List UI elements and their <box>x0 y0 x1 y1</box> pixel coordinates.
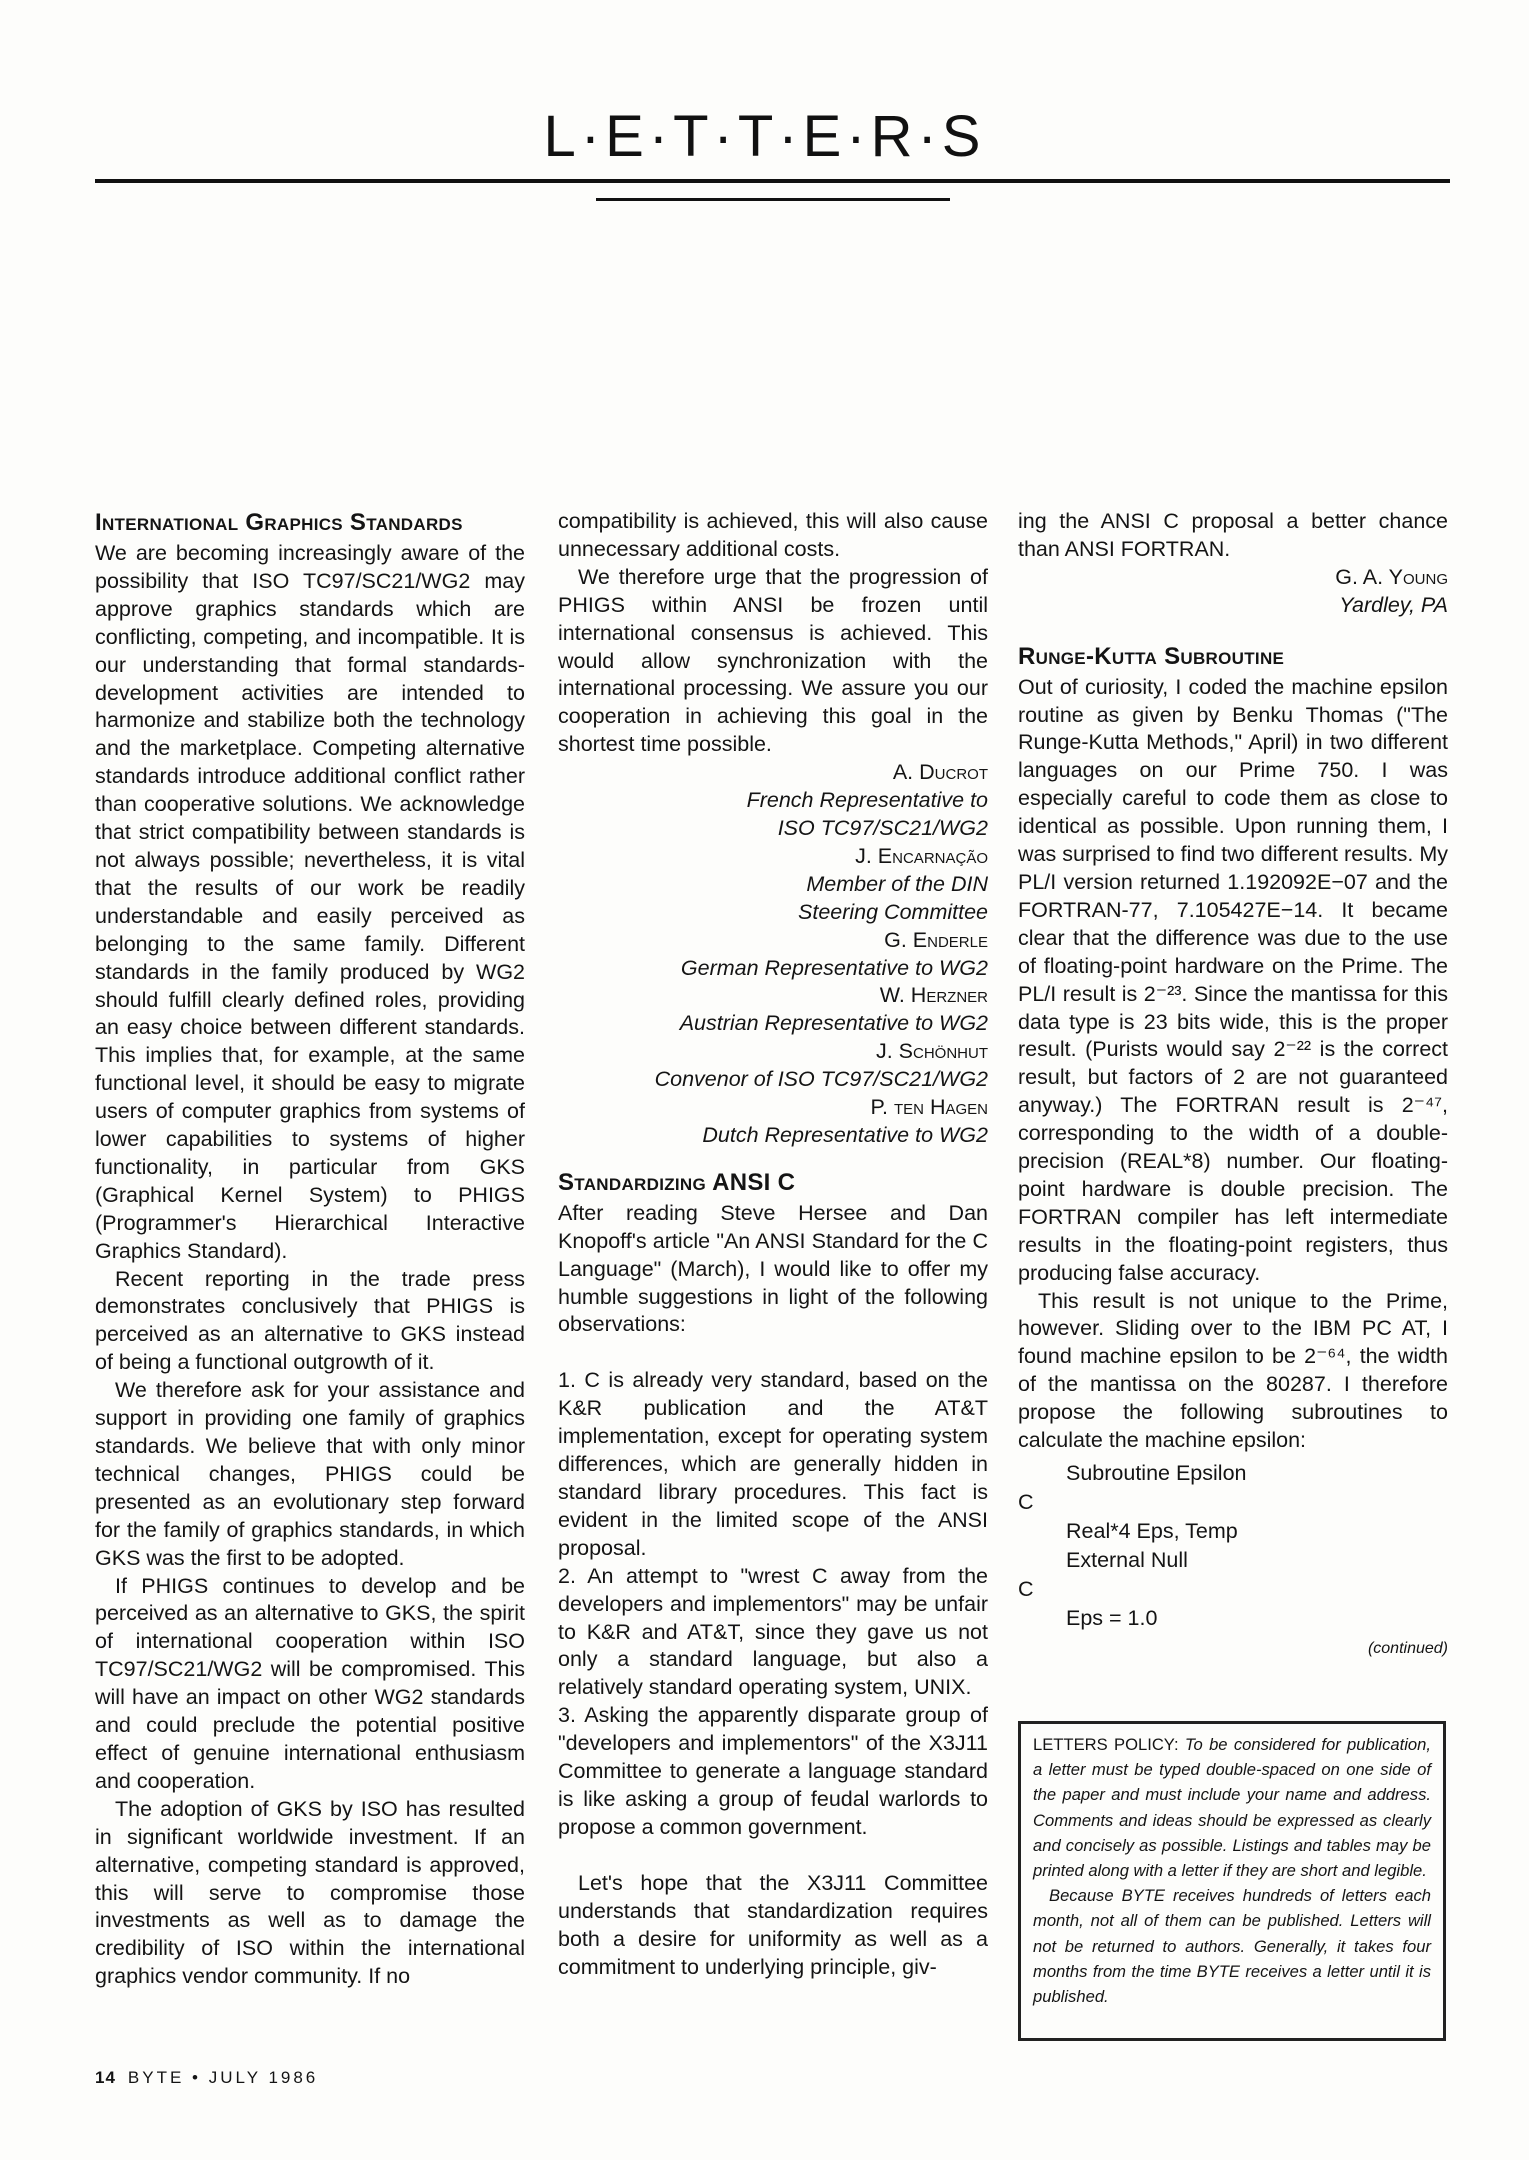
signer-name: J. Encarnação <box>855 843 988 868</box>
page-number: 14 <box>95 2068 116 2087</box>
masthead-title: L·E·T·T·E·R·S <box>543 104 986 169</box>
column-2 <box>558 508 988 1981</box>
policy-text-2: Because BYTE receives hundreds of letters each month, not all of them can be published. Letters will not be returned to authors. Generally, it takes four months from the time BYTE receives a letter until it is published. <box>1033 1886 1431 2007</box>
continued-note: (continued) <box>1367 1640 1448 1657</box>
numbered-point: 1. C is already very standard, based on the K&R publication and the AT&T implementation, except for operating system differences, which are generally hidden in standard library procedures. This fact is evident in the limited scope of the ANSI proposal. <box>558 1368 988 1560</box>
signer-title: Austrian Representative to WG2 <box>679 1011 988 1036</box>
signer-name: W. Herzner <box>879 983 988 1008</box>
paragraph: This result is not unique to the Prime, however. Sliding over to the IBM PC AT, I found machine epsilon to be 2⁻⁶⁴, the width of the mantissa on the 80287. I therefore propose the following subroutines to calculate the machine epsilon: <box>1018 1288 1448 1453</box>
policy-text: To be considered for publication, a letter must be typed double-spaced on one side of the paper and must include your name and address. Comments and ideas should be expressed as clearly and concisely as possible. Listings and tables may be printed along with a letter if they are short and legible. <box>1033 1735 1432 1881</box>
paragraph: If PHIGS continues to develop and be perceived as an alternative to GKS, the spirit of international cooperation within ISO TC97/SC21/WG2 will be compromised. This will have an impact on other WG2 standards and could preclude the potential positive effect of genuine international enthusiasm and cooperation. <box>95 1573 525 1793</box>
paragraph: Out of curiosity, I coded the machine epsilon routine as given by Benku Thomas ("The Runge-Kutta Methods," April) in two different languages on our Prime 750. I was especially careful to code them as close to identical as possible. Upon running them, I was surprised to find two different results. My PL/I version returned 1.192092E−07 and the FORTRAN-77, 7.105427E−14. It became clear that the difference was due to the use of floating-point hardware on the Prime. The PL/I result is 2⁻²³. Since the mantissa for this data type is 23 bits wide, this is the proper result. (Purists would say 2⁻²² is the correct result, but factors of 2 are not guaranteed anyway.) The FORTRAN result is 2⁻⁴⁷, corresponding to the width of a double-precision (REAL*8) number. Our floating-point hardware is double precision. The FORTRAN compiler has left intermediate results in the floating-point registers, thus producing false accuracy. <box>1018 674 1448 1285</box>
signer-title: German Representative to WG2 <box>680 955 988 980</box>
code-line: Eps = 1.0 <box>1066 1606 1158 1630</box>
signer-name: A. Ducrot <box>892 760 988 785</box>
paragraph: We therefore urge that the progression of PHIGS within ANSI be frozen until international consensus is achieved. This would allow synchronization with the international processing. We assure you our cooperation in achieving this goal in the shortest time possible. <box>558 564 988 757</box>
letter-heading-graphics: International Graphics Standards <box>95 509 463 536</box>
signer-name: J. Schönhut <box>875 1039 988 1064</box>
paragraph: compatibility is achieved, this will also cause unnecessary additional costs. <box>558 509 988 561</box>
signer-title: Member of the DIN <box>806 871 988 896</box>
signer-name: G. Enderle <box>884 927 988 952</box>
signer-title: Convenor of ISO TC97/SC21/WG2 <box>654 1067 988 1092</box>
signer-title: Steering Committee <box>798 899 988 924</box>
letter-heading-runge-kutta: Runge-Kutta Subroutine <box>1018 642 1285 670</box>
paragraph: ing the ANSI C proposal a better chance than ANSI FORTRAN. <box>1018 509 1448 561</box>
signer-title: ISO TC97/SC21/WG2 <box>777 815 988 840</box>
column-1 <box>95 508 525 1991</box>
signer-name: P. ten Hagen <box>870 1095 988 1120</box>
signer-name: G. A. Young <box>1335 564 1448 589</box>
issue-line: BYTE • JULY 1986 <box>127 2068 319 2087</box>
numbered-point: 3. Asking the apparently disparate group of "developers and implementors" of the X3J11 Committee to generate a language standard is like asking a group of feudal warlords to propose a common government. <box>558 1703 988 1839</box>
paragraph: We therefore ask for your assistance and support in providing one family of graphics standards. We believe that with only minor technical changes, PHIGS could be presented as an evolutionary step forward for the family of graphics standards, in which GKS was the first to be adopted. <box>95 1378 525 1570</box>
numbered-point: 2. An attempt to "wrest C away from the developers and implementors" may be unfair to K&R and AT&T, since they gave us not only a standard language, but also a relatively standard operating system, UNIX. <box>558 1563 988 1700</box>
code-listing <box>1018 1459 1448 1633</box>
masthead-rule <box>95 179 1450 183</box>
signer-title: Dutch Representative to WG2 <box>702 1122 988 1147</box>
paragraph: The adoption of GKS by ISO has resulted in significant worldwide investment. If an alternative, competing standard is approved, this will serve to compromise those investments as well as to damage the credibility of ISO within the international graphics vendor community. If no <box>95 1796 525 1989</box>
code-line: Real*4 Eps, Temp <box>1066 1519 1238 1543</box>
code-line: C <box>1018 1577 1034 1601</box>
paragraph: After reading Steve Hersee and Dan Knopoff's article "An ANSI Standard for the C Language" (March), I would like to offer my humble suggestions in light of the following observations: <box>558 1200 988 1337</box>
code-line: Subroutine Epsilon <box>1066 1461 1247 1485</box>
letter-heading-ansi-c: Standardizing ANSI C <box>558 1168 796 1196</box>
code-line: External Null <box>1066 1548 1188 1572</box>
masthead-subrule <box>596 198 950 201</box>
column-3 <box>1018 508 1448 1663</box>
code-line: C <box>1018 1490 1034 1514</box>
policy-lead: LETTERS POLICY: <box>1033 1735 1179 1754</box>
signature-block-ansi-c <box>1018 564 1448 620</box>
letters-policy-box <box>1018 1721 1446 2041</box>
paragraph: Recent reporting in the trade press demonstrates conclusively that PHIGS is perceived as an alternative to GKS instead of being a functional outgrowth of it. <box>95 1266 525 1375</box>
signer-title: French Representative to <box>746 788 988 813</box>
paragraph: We are becoming increasingly aware of the possibility that ISO TC97/SC21/WG2 may approve graphics standards which are conflicting, competing, and incompatible. It is our understanding that formal standards-development activities are intended to harmonize and stabilize both the technology and the marketplace. Competing alternative standards introduce additional conflict rather than cooperative solutions. We acknowledge that strict compatibility between standards is not always possible; nevertheless, it is vital that the results of our work be readily understandable and easily perceived as belonging to the same family. Different standards in the family produced by WG2 should fulfill clearly defined roles, providing an easy choice between different standards. This implies that, for example, at the same functional level, it should be easy to migrate users of computer graphics from systems of lower capabilities to systems of higher functionality, in particular from GKS (Graphical Kernel System) to PHIGS (Programmer's Hierarchical Interactive Graphics Standard). <box>95 541 525 1263</box>
page-footer <box>95 2068 318 2088</box>
paragraph: Let's hope that the X3J11 Committee understands that standardization requires both a desire for uniformity as well as a commitment to underlying principle, giv- <box>558 1870 988 1979</box>
signer-place: Yardley, PA <box>1339 592 1448 617</box>
signature-block-graphics <box>558 759 988 1150</box>
